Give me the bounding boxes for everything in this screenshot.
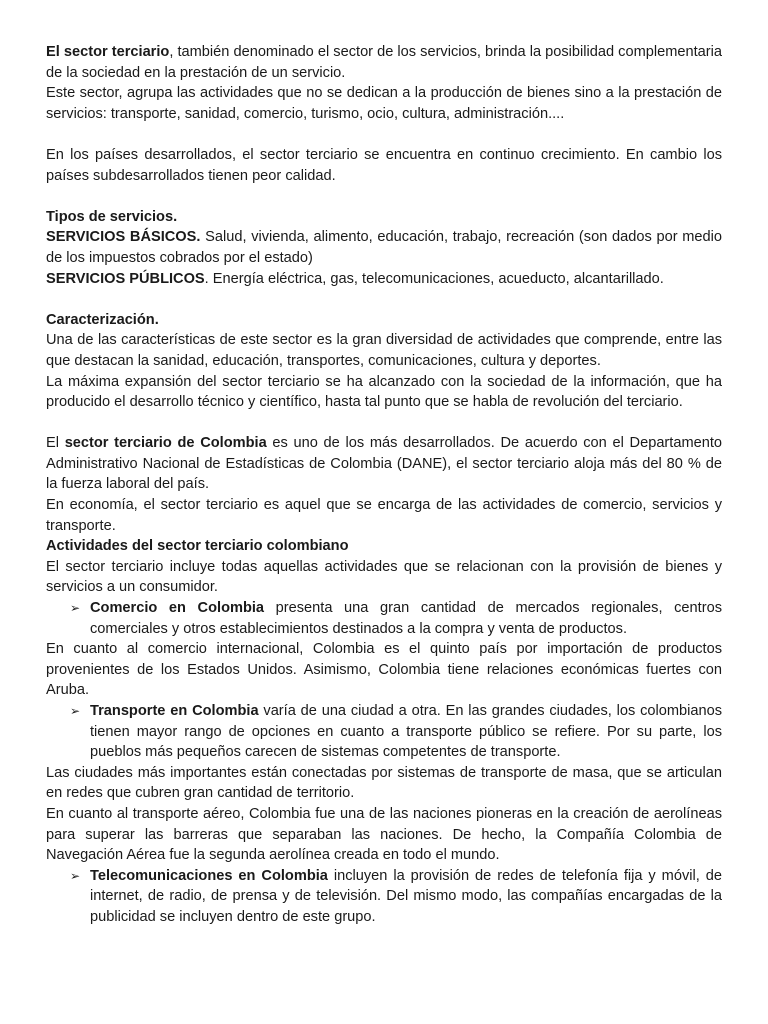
actividades-intro-paragraph: El sector terciario incluye todas aquellas actividades que se relacionan con la provisión de bienes y servicios a un consumidor. [46,558,722,596]
bold-term: SERVICIOS BÁSICOS. [46,229,201,246]
expansion-paragraph: La máxima expansión del sector terciario se ha alcanzado con la sociedad de la información, que ha producido el desarrollo técnico y científico, hasta tal punto que se habla de revolución del terciario. [46,373,722,411]
heading-text: Caracterización. [46,311,159,328]
bullet-item-telecomunicaciones [70,866,722,928]
paragraph-text: . Energía eléctrica, gas, telecomunicaciones, acueducto, alcantarillado. [204,270,664,287]
ciudades-paragraph: Las ciudades más importantes están conectadas por sistemas de transporte de masa, que se articulan en redes que cubren gran cantidad de territorio. [46,764,722,802]
comercio-internacional-paragraph: En cuanto al comercio internacional, Colombia es el quinto país por importación de productos provenientes de los Estados Unidos. Asimismo, Colombia tiene relaciones económicas fuertes con Aruba. [46,641,722,699]
bold-term: Telecomunicaciones en Colombia [90,867,328,884]
servicios-basicos-paragraph [46,227,722,268]
spacer [46,186,722,207]
paragraph-text: es uno de los más desarrollados. De acuerdo con el Departamento Administrativo Nacional de Estadísticas de Colombia (DANE), el sector terciario aloja más del 80 % de la fuerza laboral del país. [46,435,723,493]
intro-paragraph [46,42,722,83]
bold-term: SERVICIOS PÚBLICOS [46,270,205,287]
economia-paragraph: En economía, el sector terciario es aquel que se encarga de las actividades de comercio, servicios y transporte. [46,497,722,534]
section-heading-caracterizacion [46,310,722,331]
arrow-bullet-icon: ➢ [70,601,81,616]
paragraph-text: El [46,435,65,452]
colombia-paragraph [46,433,722,495]
sector-paragraph: Este sector, agrupa las actividades que no se dedican a la producción de bienes sino a la prestación de servicios: transporte, sanidad, comercio, turismo, ocio, cultura, administración.... [46,85,722,122]
bullet-text: incluyen la provisión de redes de telefonía fija y móvil, de internet, de radio, de prensa y de televisión. Del mismo modo, las compañías encargadas de la publicidad se incluyen dentro de este grupo. [90,867,722,925]
bullet-text: varía de una ciudad a otra. En las grandes ciudades, los colombianos tienen mayor rango de opciones en cuanto a transporte público se refiere. Por su parte, los pueblos más pequeños carecen de sistemas competentes de transporte. [90,703,723,761]
bold-term: Comercio en Colombia [90,600,265,617]
section-heading-actividades [46,536,722,557]
arrow-bullet-icon: ➢ [70,704,81,718]
bullet-text: presenta una gran cantidad de mercados regionales, centros comerciales y otros establecimientos destinados a la compra y venta de productos. [90,600,722,637]
heading-text: Actividades del sector terciario colombiano [46,538,349,555]
bold-term: sector terciario de Colombia [64,435,267,452]
bold-term: Transporte en Colombia [90,703,259,719]
transporte-aereo-paragraph: En cuanto al transporte aéreo, Colombia fue una de las naciones pioneras en la creación de aerolíneas para superar las barreras que separaban las naciones. De hecho, la Compañía Colombia de Navegación Aérea fue la segunda aerolínea creada en todo el mundo. [46,805,722,864]
paragraph-text: , también denominado el sector de los servicios, brinda la posibilidad complementaria de la sociedad en la prestación de un servicio. [46,44,722,81]
caracteristicas-paragraph: Una de las características de este sector es la gran diversidad de actividades que comprende, entre las que destacan la sanidad, educación, transportes, comunicaciones, cultura y deportes. [46,332,722,369]
paragraph-text: Salud, vivienda, alimento, educación, trabajo, recreación (son dados por medio de los impuestos cobrados por el estado) [46,229,722,266]
section-heading-tipos [46,207,722,228]
bold-term: El sector terciario [46,44,170,60]
spacer [46,413,722,434]
bullet-item-comercio [70,598,722,639]
servicios-publicos-paragraph [46,269,722,290]
arrow-bullet-icon: ➢ [70,868,81,883]
spacer [46,289,722,310]
bullet-item-transporte [70,701,723,763]
spacer [46,124,722,145]
heading-text: Tipos de servicios. [46,208,178,225]
developed-countries-paragraph: En los países desarrollados, el sector terciario se encuentra en continuo crecimiento. En cambio los países subdesarrollados tienen peor calidad. [46,146,722,184]
